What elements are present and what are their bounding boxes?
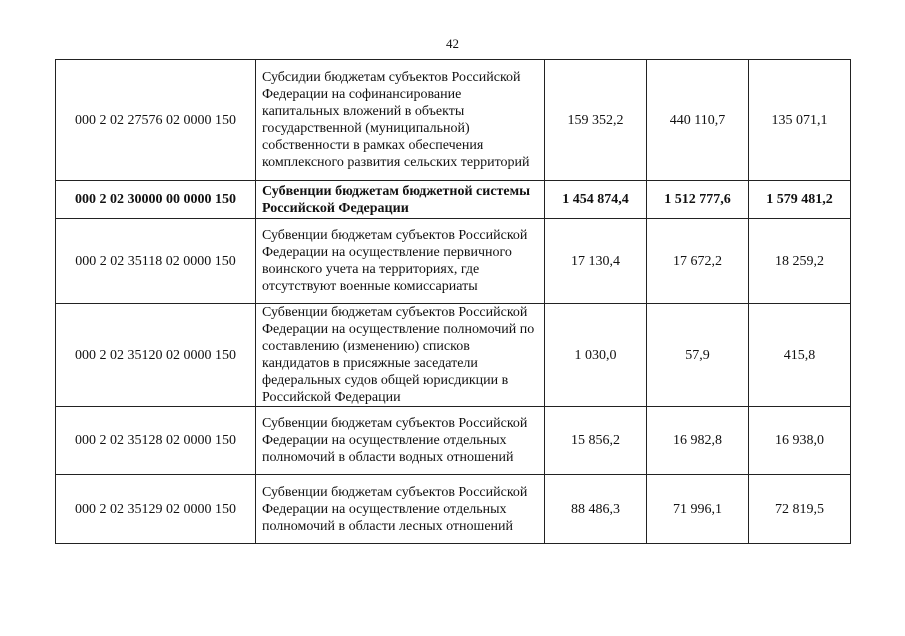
table-row-total: [56, 181, 851, 219]
amount-year-3: 16 938,0: [749, 407, 851, 475]
revenue-name: Субсидии бюджетам субъектов Российской Федерации на софинансирование капитальных вложений в объекты государственной (муниципальной) собственности в рамках обеспечения комплексного развития сельских территорий: [256, 60, 545, 181]
table-row: [56, 60, 851, 181]
amount-year-3: 415,8: [749, 304, 851, 407]
table-row: [56, 304, 851, 407]
amount-year-1: 17 130,4: [545, 219, 647, 304]
amount-year-1: 88 486,3: [545, 475, 647, 544]
amount-year-3: 72 819,5: [749, 475, 851, 544]
amount-year-3: 135 071,1: [749, 60, 851, 181]
revenue-name: Субвенции бюджетам субъектов Российской Федерации на осуществление отдельных полномочий в области водных отношений: [256, 407, 545, 475]
budget-revenue-table: [55, 59, 851, 544]
budget-classification-code: 000 2 02 35129 02 0000 150: [56, 475, 256, 544]
amount-year-2: 440 110,7: [647, 60, 749, 181]
amount-year-3: 1 579 481,2: [749, 181, 851, 219]
page-number: 42: [446, 36, 459, 51]
amount-year-1: 159 352,2: [545, 60, 647, 181]
amount-year-1: 15 856,2: [545, 407, 647, 475]
budget-classification-code: 000 2 02 35118 02 0000 150: [56, 219, 256, 304]
budget-classification-code: 000 2 02 30000 00 0000 150: [56, 181, 256, 219]
budget-classification-code: 000 2 02 35120 02 0000 150: [56, 304, 256, 407]
amount-year-2: 71 996,1: [647, 475, 749, 544]
amount-year-2: 16 982,8: [647, 407, 749, 475]
revenue-name: Субвенции бюджетам бюджетной системы Российской Федерации: [256, 181, 545, 219]
amount-year-3: 18 259,2: [749, 219, 851, 304]
budget-classification-code: 000 2 02 27576 02 0000 150: [56, 60, 256, 181]
revenue-name: Субвенции бюджетам субъектов Российской Федерации на осуществление первичного воинского учета на территориях, где отсутствуют военные комиссариаты: [256, 219, 545, 304]
revenue-name: Субвенции бюджетам субъектов Российской Федерации на осуществление полномочий по составлению (изменению) списков кандидатов в присяжные заседатели федеральных судов общей юрисдикции в Российской Федерации: [256, 304, 545, 407]
amount-year-1: 1 030,0: [545, 304, 647, 407]
table-row: [56, 475, 851, 544]
revenue-name: Субвенции бюджетам субъектов Российской Федерации на осуществление отдельных полномочий в области лесных отношений: [256, 475, 545, 544]
table-row: [56, 407, 851, 475]
amount-year-2: 57,9: [647, 304, 749, 407]
amount-year-1: 1 454 874,4: [545, 181, 647, 219]
table-row: [56, 219, 851, 304]
budget-classification-code: 000 2 02 35128 02 0000 150: [56, 407, 256, 475]
amount-year-2: 17 672,2: [647, 219, 749, 304]
amount-year-2: 1 512 777,6: [647, 181, 749, 219]
